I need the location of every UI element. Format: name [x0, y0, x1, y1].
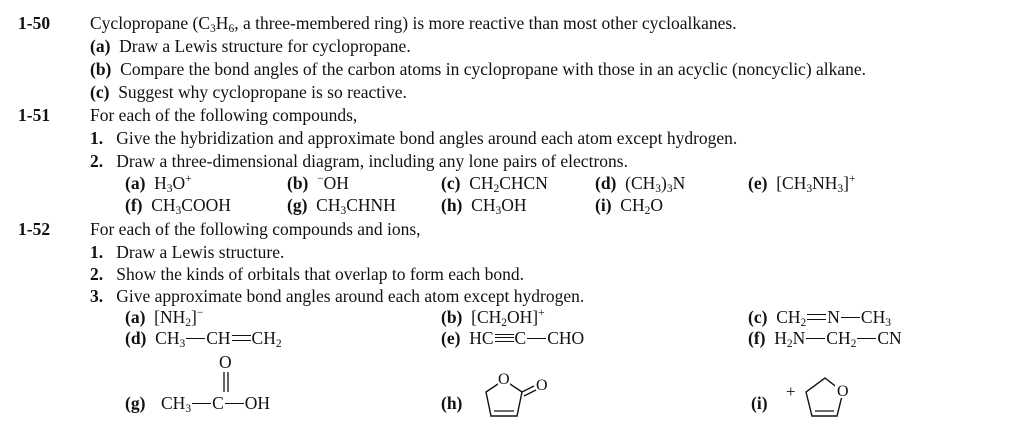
problem-number-1-51: 1-51: [18, 105, 51, 125]
svg-text:O: O: [837, 383, 849, 400]
compound-1-51-f: (f) $CH_3COOH$: [125, 195, 231, 217]
problem-1-50-part-b: (b) Compare the bond angles of the carbon atoms in cyclopropane with those in an acyclic (noncyclic) alkane.: [90, 59, 867, 79]
compound-1-51-h: (h) $CH_3OH$: [441, 195, 527, 217]
compound-1-52-a: (a) $[NH_2]^-$: [125, 307, 204, 329]
problem-1-52-step-1: 1. Draw a Lewis structure.: [90, 242, 285, 262]
compound-1-52-h-label: (h): [441, 393, 463, 413]
problem-1-52-step-2: 2. Show the kinds of orbitals that overlap to form each bond.: [90, 264, 525, 284]
compound-1-52-b: (b) $[CH_2OH]^+$: [441, 307, 545, 329]
compound-1-52-c: (c) $CH_2$ N $CH_3$: [748, 307, 891, 329]
compound-1-51-e: (e) $[CH_3NH_3]^+$: [748, 173, 856, 195]
compound-1-52-g-label: (g): [125, 393, 146, 413]
svg-text:+: +: [786, 382, 796, 401]
compound-1-51-c: (c) $CH_2CHCN$: [441, 173, 548, 195]
problem-1-51-step-2: 2. Draw a three-dimensional diagram, including any lone pairs of electrons.: [90, 151, 628, 171]
compound-1-52-d: (d) $CH_3$ CH $CH_2$: [125, 328, 282, 350]
problem-1-51-step-1: 1. Give the hybridization and approximate bond angles around each atom except hydrogen.: [90, 128, 738, 148]
compound-1-51-a: (a) $H_3O^+$: [125, 173, 192, 195]
problem-1-52-step-3: 3. Give approximate bond angles around each atom except hydrogen.: [90, 286, 585, 306]
compound-1-51-g: (g) $CH_3CHNH$: [287, 195, 396, 217]
problem-1-50-part-a: (a) Draw a Lewis structure for cyclopropane.: [90, 36, 411, 56]
problem-1-52-intro: For each of the following compounds and ions,: [90, 219, 421, 239]
compound-1-51-i: (i) $CH_2O$: [595, 195, 663, 217]
compound-1-52-f: (f) $H_2N$ $CH_2$ CN: [748, 328, 902, 350]
compound-1-52-g: $CH_3$ C OH: [161, 393, 271, 415]
problem-number-1-52: 1-52: [18, 219, 51, 239]
problem-1-50-intro: Cyclopropane ($C_3H_6$, a three-membered ring) is more reactive than most other cycloalkanes.: [90, 13, 737, 35]
compound-1-52-e: (e) HC C CHO: [441, 328, 585, 348]
carbonyl-double-bond: [218, 370, 234, 394]
svg-text:O: O: [536, 377, 548, 394]
problem-number-1-50: 1-50: [18, 13, 51, 33]
compound-1-52-h-ring: [474, 370, 574, 432]
problem-1-51-intro: For each of the following compounds,: [90, 105, 358, 125]
compound-1-51-d: (d) $(CH_3)_3N$: [595, 173, 686, 195]
svg-text:O: O: [498, 371, 510, 388]
compound-1-51-b: (b) −OH: [287, 173, 349, 193]
compound-1-52-i-ring: [780, 370, 870, 432]
problem-1-50-part-c: (c) Suggest why cyclopropane is so reactive.: [90, 82, 407, 102]
compound-1-52-i-label: (i): [751, 393, 768, 413]
compound-1-52-g-oxygen: O: [219, 352, 232, 372]
